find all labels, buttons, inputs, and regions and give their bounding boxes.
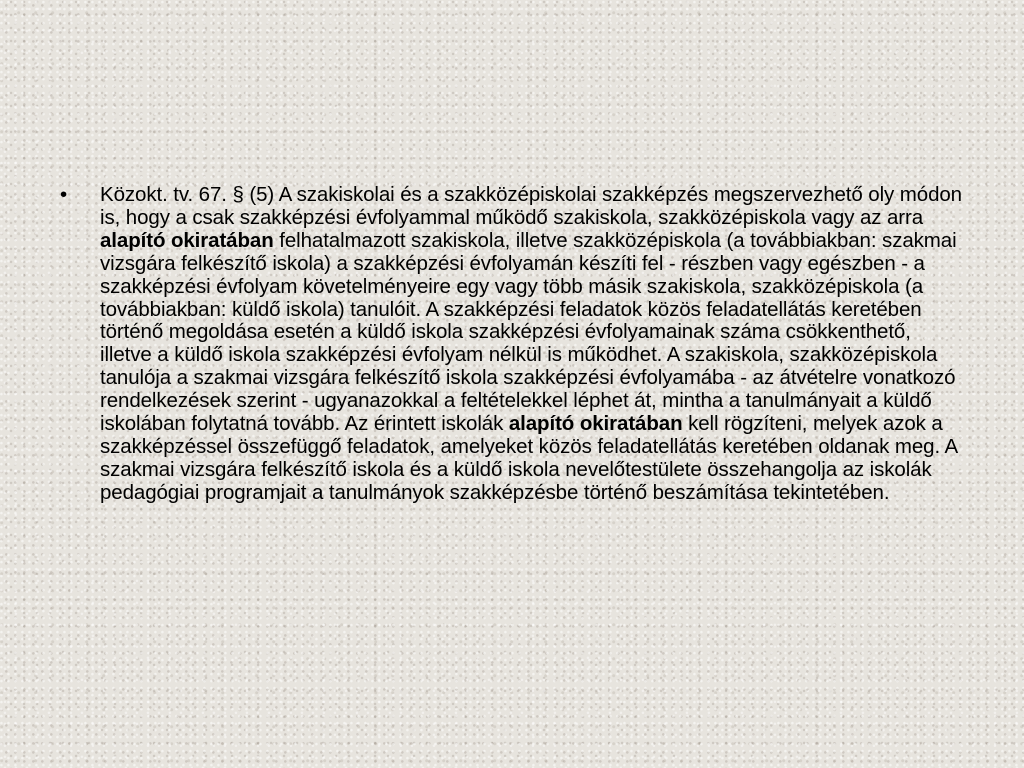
bold-phrase-1: alapító okiratában [100, 228, 274, 252]
bold-phrase-2: alapító okiratában [508, 412, 683, 436]
paragraph-part-2: felhatalmazott szakiskola, illetve szakközépiskola (a továbbiakban: szakmai vizsgára felkészítő iskola) a szakképzési évfolyamán készíti fel - részben vagy egészben - a szakképzési évfolyam követelményeire egy vagy több másik szakiskola, szakközépiskola (a továbbiakban: küldő iskola) tanulóit. A szakképzési feladatok közös feladatellátás keretében történő megoldása esetén a küldő iskola szakképzési évfolyamainak száma csökkenthető, illetve a küldő iskola szakképzési évfolyam nélkül is működhet. A szakiskola, szakközépiskola tanulója a szakmai vizsgára felkészítő iskola szakképzési évfolyamába - az átvételre vonatkozó rendelkezések szerint - ugyanazokkal a feltételekkel léphet át, mintha a tanulmányait a küldő iskolában folytatná tovább. Az érintett iskolák [100, 228, 957, 436]
bullet-list [60, 184, 962, 505]
bullet-marker: • [60, 183, 68, 206]
bullet-item [60, 184, 962, 505]
paragraph-part-1: Közokt. tv. 67. § (5) A szakiskolai és a szakközépiskolai szakképzés megszervezhető oly módon is, hogy a csak szakképzési évfolyammal működő szakiskola, szakközépiskola vagy az arra [100, 183, 962, 229]
paragraph-part-3: kell rögzíteni, melyek azok a szakképzéssel összefüggő feladatok, amelyeket közös feladatellátás keretében oldanak meg. A szakmai vizsgára felkészítő iskola és a küldő iskola nevelőtestülete összehangolja az iskolák pedagógiai programjait a tanulmányok szakképzésbe történő beszámítása tekintetében. [100, 412, 957, 504]
paragraph-text [100, 183, 962, 504]
